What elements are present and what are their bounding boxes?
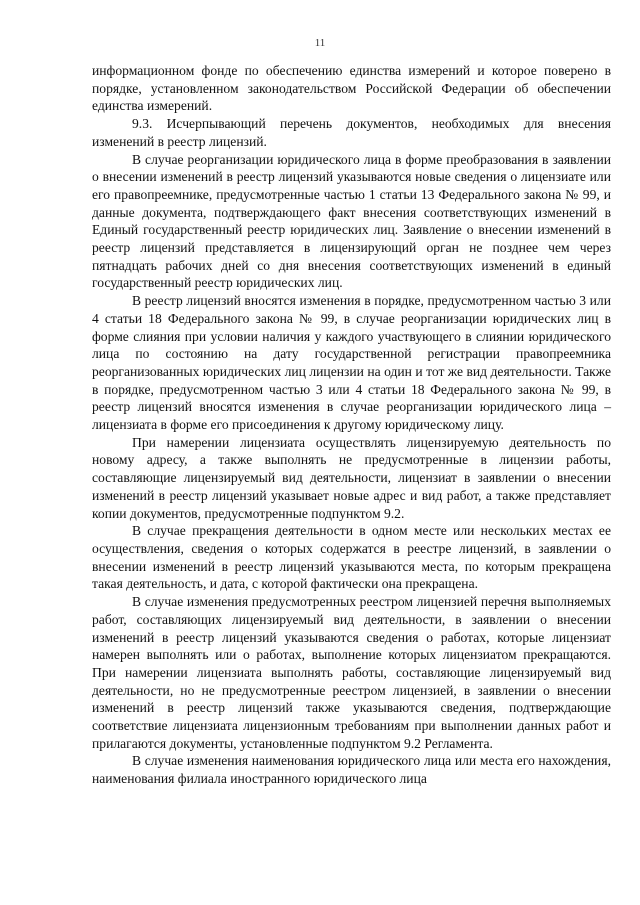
document-body xyxy=(92,62,611,788)
paragraph-continuation: информационном фонде по обеспечению единства измерений и которое поверено в порядке, установленном законодательством Российской Федерации об обеспечении единства измерений. xyxy=(92,63,611,114)
paragraph-works-change: В случае изменения предусмотренных реестром лицензией перечня выполняемых работ, составляющих лицензируемый вид деятельности, в заявлении о внесении изменений в реестр лицензий указываются сведения о работах, которые лицензиат намерен выполнять или о работах, выполнение которых лицензиатом прекращаются. При намерении лицензиата выполнять работы, составляющие лицензируемый вид деятельности, но не предусмотренные реестром лицензией, в заявлении о внесении изменений в реестр лицензий также указываются сведения, подтверждающие соответствие лицензиата лицензионным требованиям при выполнении данных работ и прилагаются документы, установленные подпунктом 9.2 Регламента. xyxy=(92,594,611,751)
paragraph-reorganization-transformation: В случае реорганизации юридического лица в форме преобразования в заявлении о внесении изменений в реестр лицензий указываются новые сведения о лицензиате или его правопреемнике, предусмотренные частью 1 статьи 13 Федерального закона № 99, и данные документа, подтверждающего факт внесения соответствующих изменений в Единый государственный реестр юридических лиц. Заявление о внесении изменений в реестр лицензий представляется в лицензирующий орган не позднее чем через пятнадцать рабочих дней со дня внесения соответствующих изменений в единый государственный реестр юридических лиц. xyxy=(92,151,611,291)
paragraph-name-change: В случае изменения наименования юридического лица или места его нахождения, наименования филиала иностранного юридического лица xyxy=(92,753,611,787)
paragraph-new-address: При намерении лицензиата осуществлять лицензируемую деятельность по новому адресу, а также выполнять не предусмотренные в лицензии работы, составляющие лицензируемый вид деятельности, лицензиат в заявлении о внесении изменений в реестр лицензий указывает новые адрес и вид работ, а также представляет копии документов, предусмотренные подпунктом 9.2. xyxy=(92,434,611,521)
paragraph-termination: В случае прекращения деятельности в одном месте или нескольких местах ее осуществления, сведения о которых содержатся в реестре лицензий, в заявлении о внесении изменений в реестр лицензий указываются места, по которым прекращена такая деятельность, и дата, с которой фактически она прекращена. xyxy=(92,523,611,592)
page-number: 11 xyxy=(314,37,326,49)
section-heading-9-3: 9.3. Исчерпывающий перечень документов, необходимых для внесения изменений в реестр лицензий. xyxy=(92,116,611,149)
paragraph-reorganization-merger: В реестр лицензий вносятся изменения в порядке, предусмотренном частью 3 или 4 статьи 18 Федерального закона № 99, в случае реорганизации юридических лиц в форме слияния при условии наличия у каждого участвующего в слиянии юридического лица по состоянию на дату государственной регистрации правопреемника реорганизованных юридических лиц лицензии на один и тот же вид деятельности. Также в порядке, предусмотренном частью 3 или 4 статьи 18 Федерального закона № 99, в реестр лицензий вносятся изменения в случае реорганизации юридического лица – лицензиата в форме его присоединения к другому юридическому лицу. xyxy=(92,293,611,433)
